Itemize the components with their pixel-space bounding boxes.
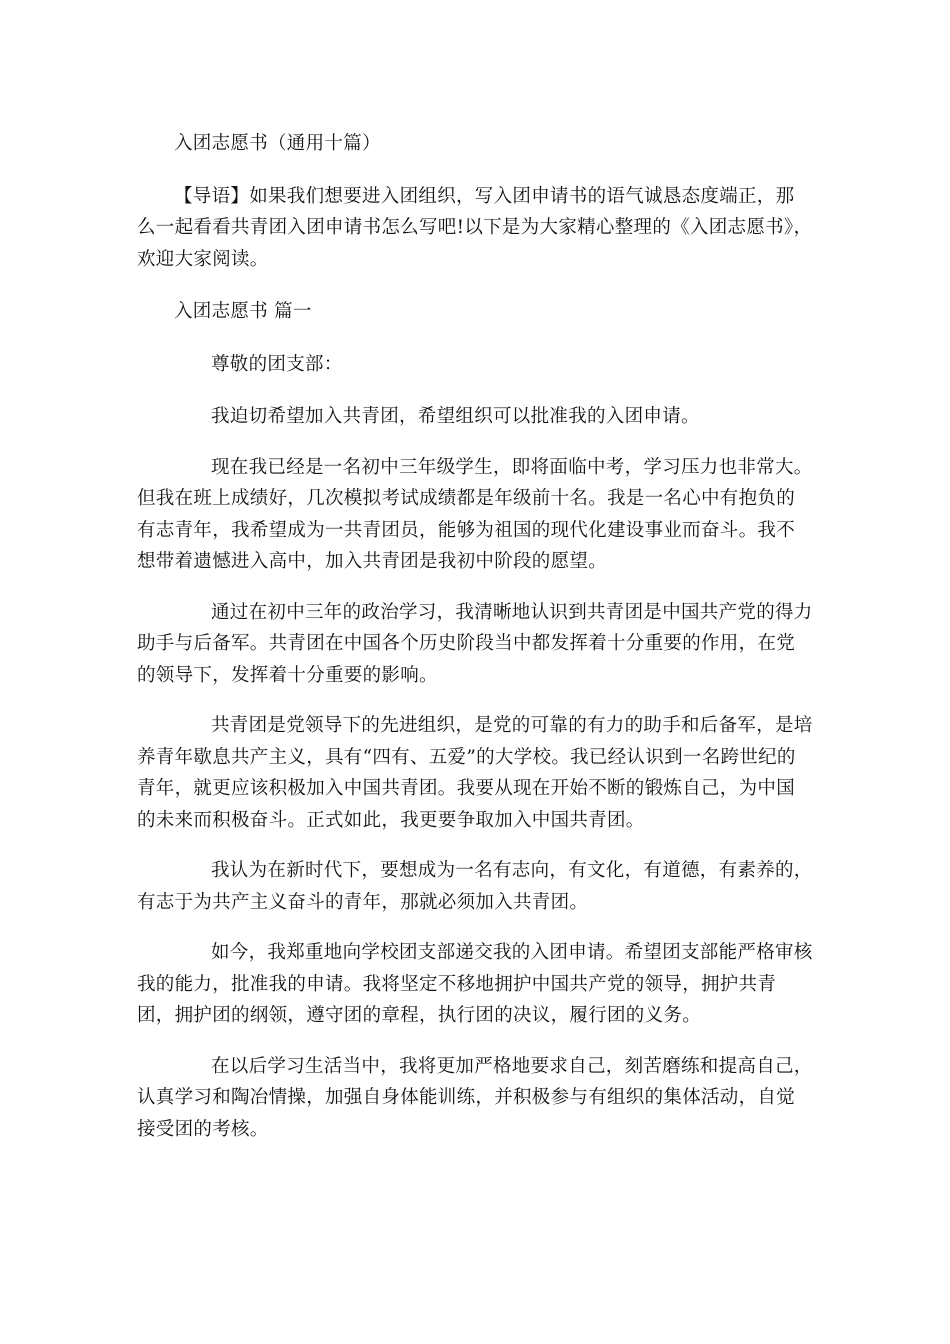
body-paragraph: 共青团是党领导下的先进组织，是党的可靠的有力的助手和后备军，是培养青年歇息共产主义，具有“四有、五爱”的大学校。我已经认识到一名跨世纪的青年，就更应该积极加入中国共青团。我要从现在开始不断的锻炼自己，为中国的未来而积极奋斗。正式如此，我更要争取加入中国共青团。	[137, 715, 813, 831]
body-paragraph: 现在我已经是一名初中三年级学生，即将面临中考，学习压力也非常大。但我在班上成绩好，几次模拟考试成绩都是年级前十名。我是一名心中有抱负的有志青年，我希望成为一共青团员，能够为祖国的现代化建设事业而奋斗。我不想带着遗憾进入高中，加入共青团是我初中阶段的愿望。	[137, 456, 813, 572]
salutation: 尊敬的团支部：	[211, 353, 343, 375]
document-title: 入团志愿书（通用十篇）	[174, 133, 381, 154]
body-paragraph: 通过在初中三年的政治学习，我清晰地认识到共青团是中国共产党的得力助手与后备军。共青团在中国各个历史阶段当中都发挥着十分重要的作用，在党的领导下，发挥着十分重要的影响。	[137, 601, 813, 686]
body-paragraph: 我迫切希望加入共青团，希望组织可以批准我的入团申请。	[211, 406, 700, 427]
section-heading: 入团志愿书 篇一	[174, 301, 312, 322]
intro-paragraph: 【导语】如果我们想要进入团组织，写入团申请书的语气诚恳态度端正，那么一起看看共青团入团申请书怎么写吧!以下是为大家精心整理的《入团志愿书》，欢迎大家阅读。	[137, 185, 813, 270]
body-paragraph: 我认为在新时代下，要想成为一名有志向，有文化，有道德，有素养的，有志于为共产主义奋斗的青年，那就必须加入共青团。	[137, 860, 813, 913]
body-paragraph: 如今，我郑重地向学校团支部递交我的入团申请。希望团支部能严格审核我的能力，批准我的申请。我将坚定不移地拥护中国共产党的领导，拥护共青团，拥护团的纲领，遵守团的章程，执行团的决议，履行团的义务。	[137, 942, 813, 1026]
body-paragraph: 在以后学习生活当中，我将更加严格地要求自己，刻苦磨练和提高自己，认真学习和陶冶情操，加强自身体能训练，并积极参与有组织的集体活动，自觉接受团的考核。	[137, 1055, 813, 1140]
document-page	[137, 128, 813, 1145]
